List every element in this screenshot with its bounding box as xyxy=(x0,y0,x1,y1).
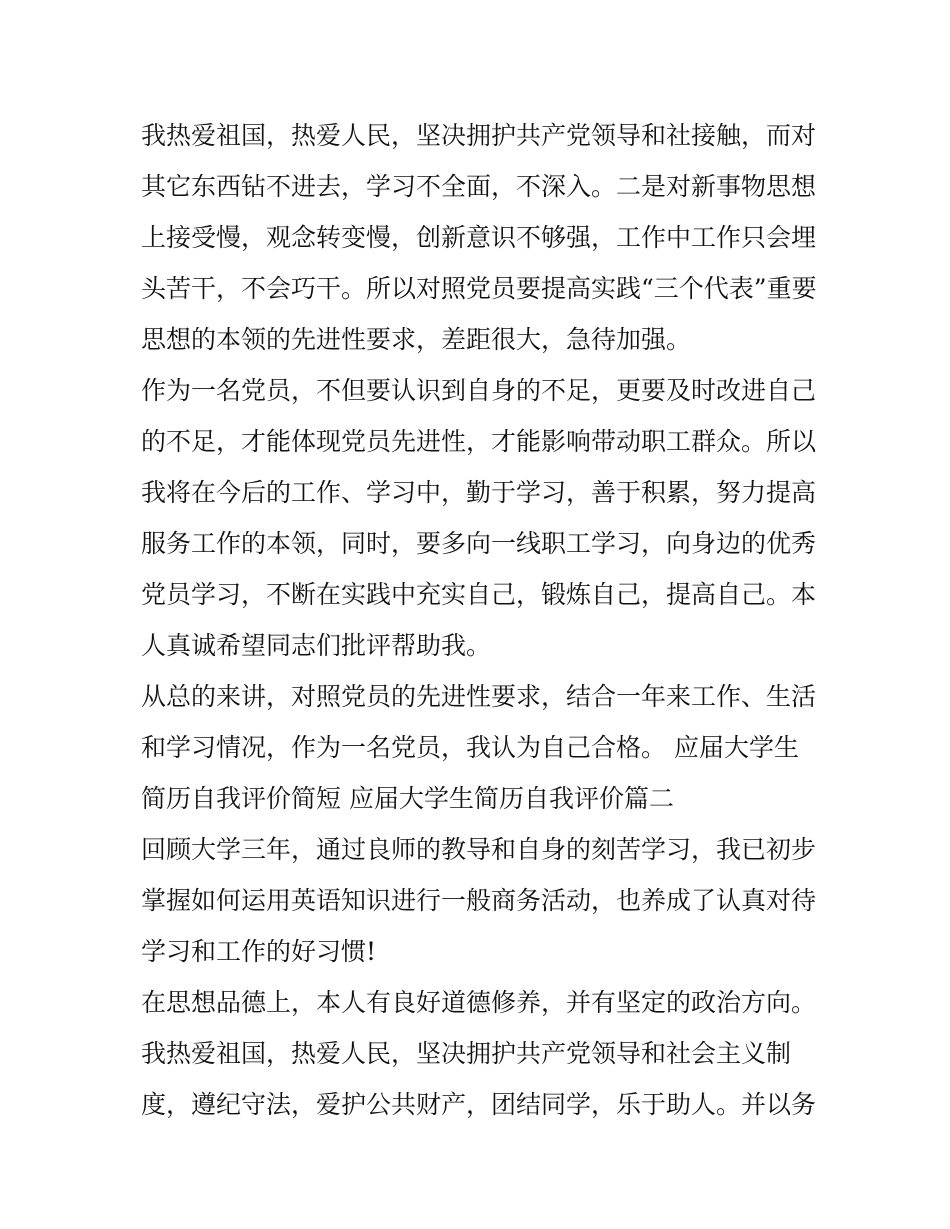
text-line: 其它东西钻不进去，学习不全面，不深入。二是对新事物思想 xyxy=(141,172,817,201)
text-line: 掌握如何运用英语知识进行一般商务活动，也养成了认真对待 xyxy=(141,886,817,915)
text-line: 简历自我评价简短 应届大学生简历自我评价篇二 xyxy=(141,784,674,813)
text-line: 和学习情况，作为一名党员，我认为自己合格。 应届大学生 xyxy=(141,733,799,762)
text-line: 服务工作的本领，同时，要多向一线职工学习，向身边的优秀 xyxy=(141,529,817,558)
text-line: 作为一名党员，不但要认识到自身的不足，更要及时改进自己 xyxy=(141,376,817,405)
text-line: 的不足，才能体现党员先进性，才能影响带动职工群众。所以 xyxy=(141,427,817,456)
text-line: 党员学习，不断在实践中充实自己，锻炼自己，提高自己。本 xyxy=(141,580,817,609)
text-line: 头苦干，不会巧干。所以对照党员要提高实践“三个代表”重要 xyxy=(141,274,817,303)
text-line: 人真诚希望同志们批评帮助我。 xyxy=(141,631,492,660)
document-body xyxy=(141,110,821,1130)
text-line: 我将在今后的工作、学习中，勤于学习，善于积累，努力提高 xyxy=(141,478,817,507)
text-line: 回顾大学三年，通过良师的教导和自身的刻苦学习，我已初步 xyxy=(141,835,817,864)
text-line: 上接受慢，观念转变慢，创新意识不够强，工作中工作只会埋 xyxy=(141,223,817,252)
text-line: 从总的来讲，对照党员的先进性要求，结合一年来工作、生活 xyxy=(141,682,817,711)
text-line: 度，遵纪守法，爱护公共财产，团结同学，乐于助人。并以务 xyxy=(141,1090,817,1119)
text-line: 学习和工作的好习惯! xyxy=(141,937,377,966)
text-line: 在思想品德上，本人有良好道德修养，并有坚定的政治方向。 xyxy=(141,988,817,1017)
text-line: 思想的本领的先进性要求，差距很大，急待加强。 xyxy=(141,325,692,354)
text-line: 我热爱祖国，热爱人民，坚决拥护共产党领导和社接触，而对 xyxy=(141,121,817,150)
text-line: 我热爱祖国，热爱人民，坚决拥护共产党领导和社会主义制 xyxy=(141,1039,792,1068)
